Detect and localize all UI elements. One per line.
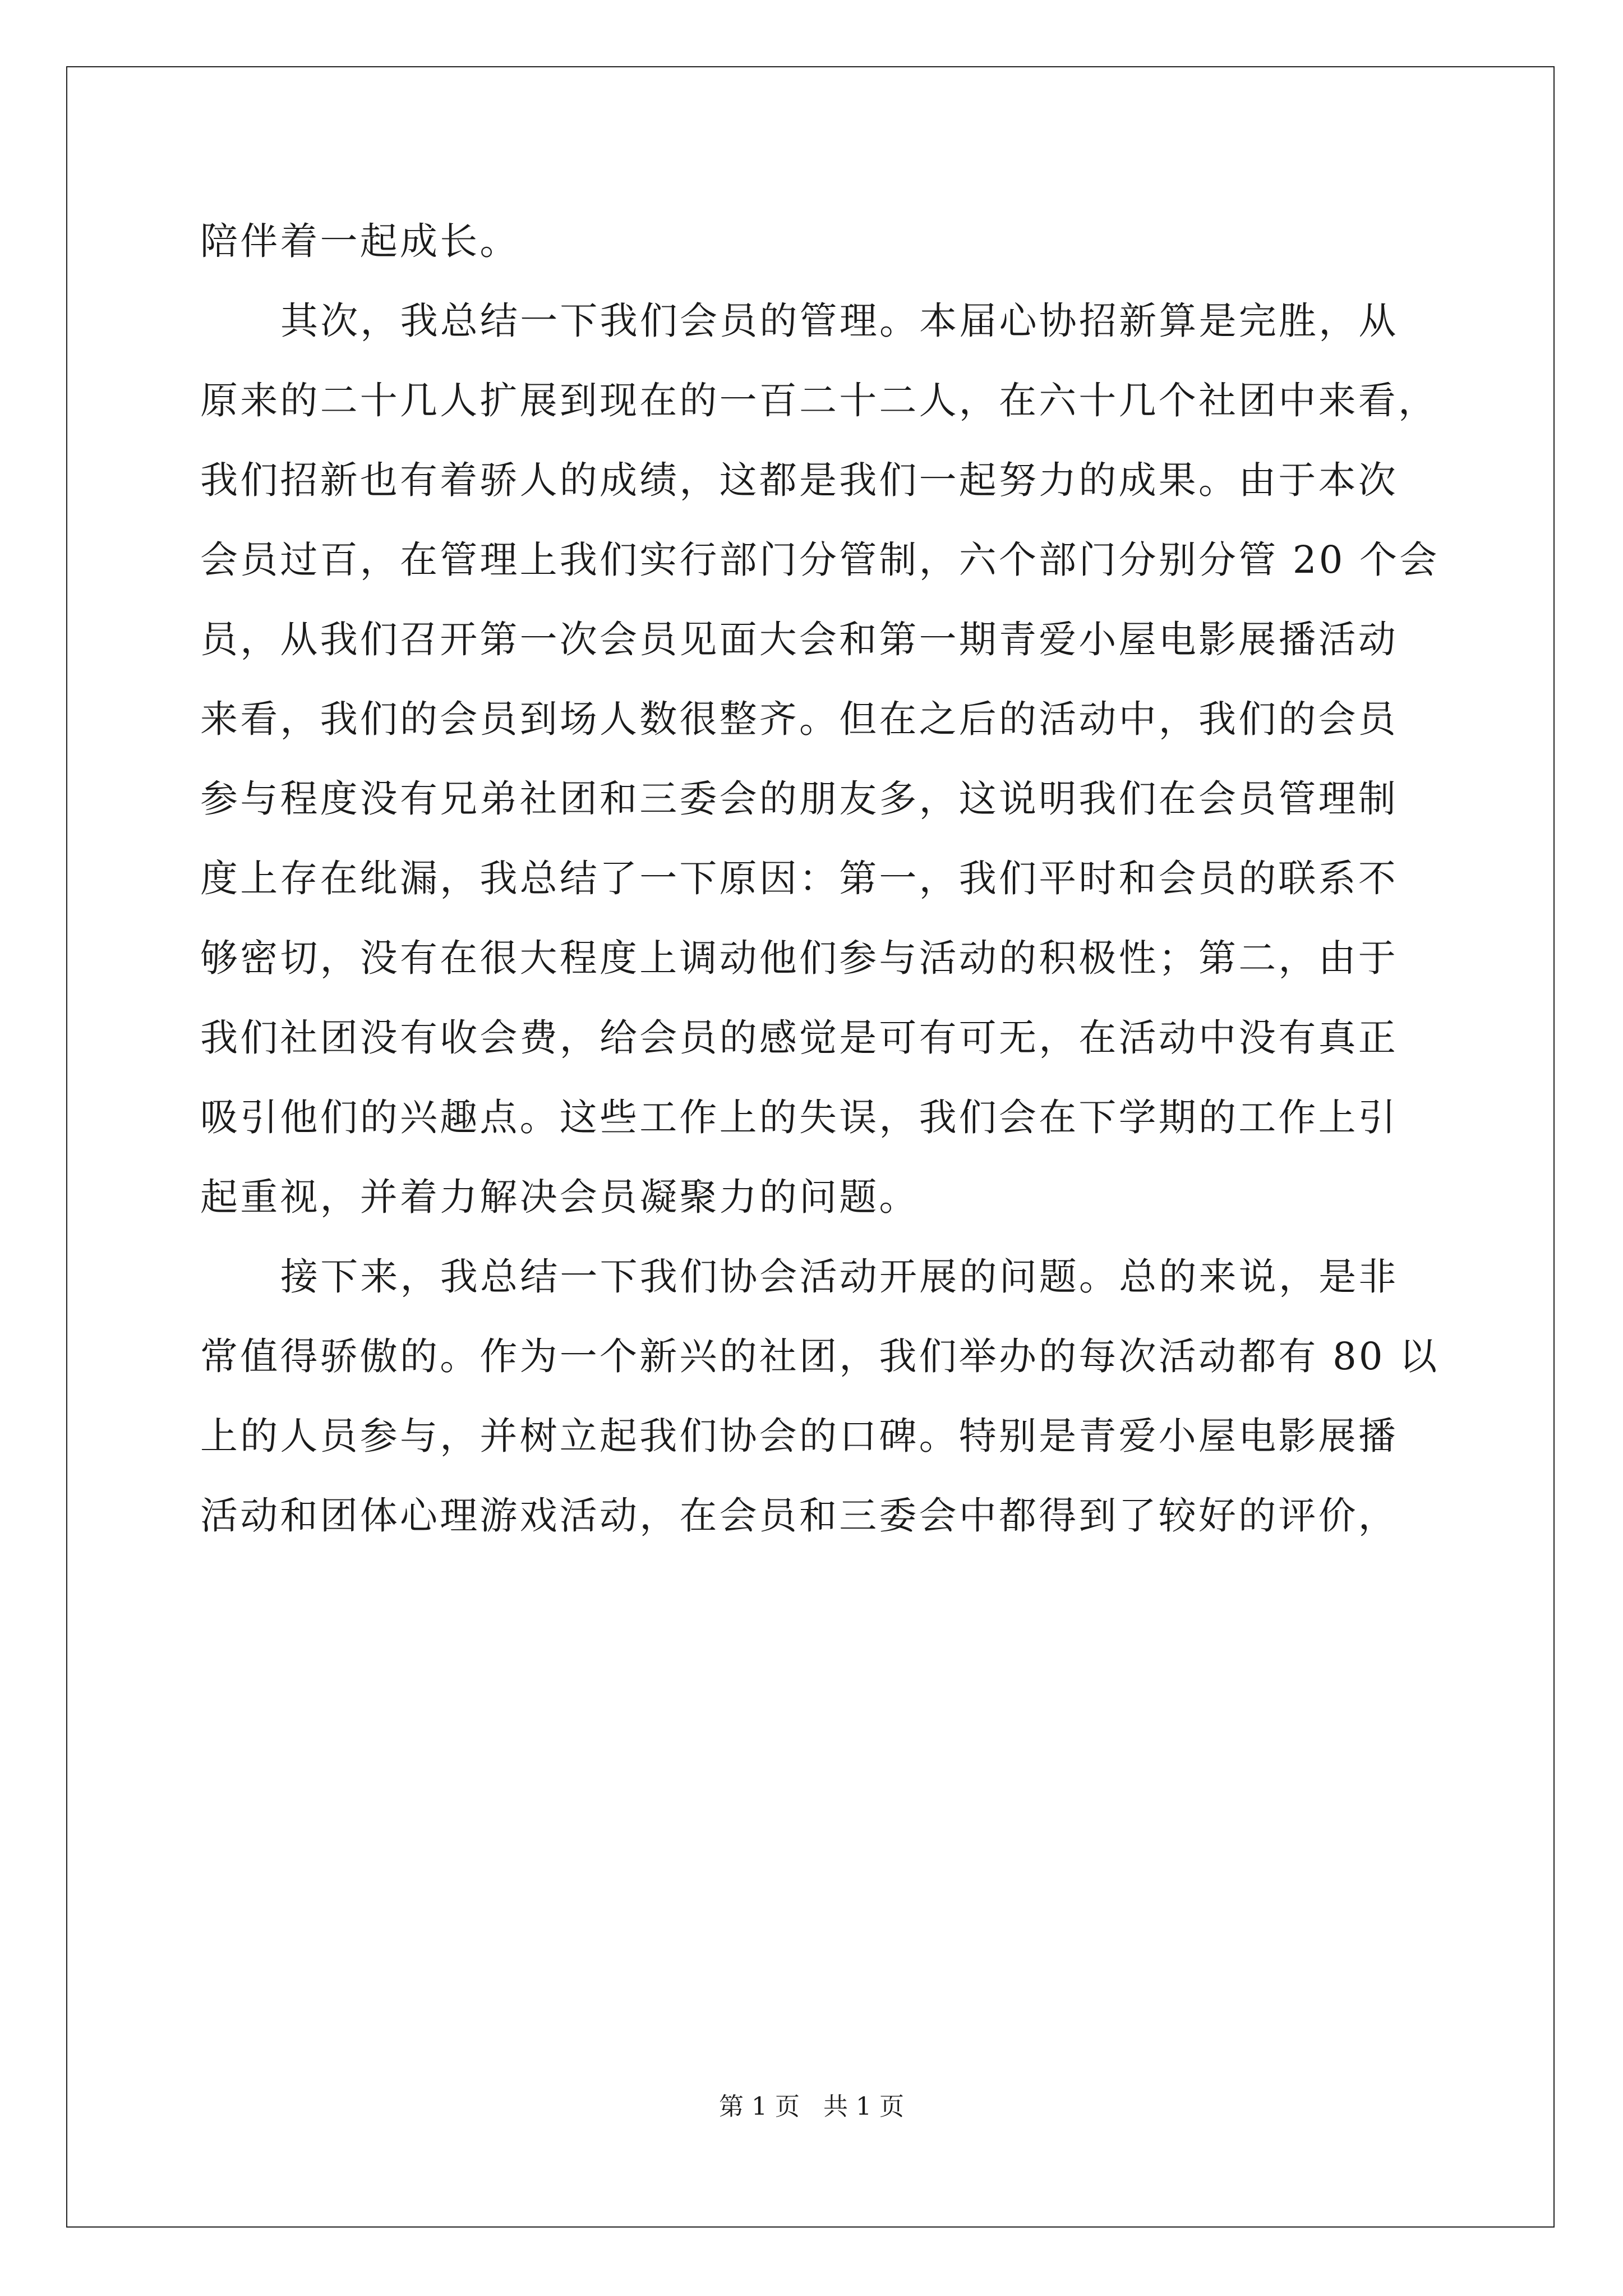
text-line: 活动和团体心理游戏活动，在会员和三委会中都得到了较好的评价，: [200, 1494, 1398, 1538]
text-line: 常值得骄傲的。作为一个新兴的社团，我们举办的每次活动都有 80 以: [200, 1335, 1440, 1378]
text-line: 度上存在纰漏，我总结了一下原因：第一，我们平时和会员的联系不: [200, 857, 1398, 900]
text-line: 员，从我们召开第一次会员见面大会和第一期青爱小屋电影展播活动: [200, 618, 1398, 661]
text-line: 上的人员参与，并树立起我们协会的口碑。特别是青爱小屋电影展播: [200, 1414, 1398, 1458]
text-line: 来看，我们的会员到场人数很整齐。但在之后的活动中，我们的会员: [200, 697, 1398, 741]
text-line: 吸引他们的兴趣点。这些工作上的失误，我们会在下学期的工作上引: [200, 1096, 1398, 1139]
text-line: 我们招新也有着骄人的成绩，这都是我们一起努力的成果。由于本次: [200, 458, 1398, 502]
text-line: 起重视，并着力解决会员凝聚力的问题。: [200, 1175, 919, 1219]
text-line: 原来的二十几人扩展到现在的一百二十二人，在六十几个社团中来看，: [200, 379, 1438, 422]
text-line: 我们社团没有收会费，给会员的感觉是可有可无，在活动中没有真正: [200, 1016, 1398, 1060]
text-line: 够密切，没有在很大程度上调动他们参与活动的积极性；第二，由于: [200, 936, 1398, 980]
text-line: 会员过百，在管理上我们实行部门分管制，六个部门分别分管 20 个会: [200, 538, 1440, 582]
text-line: 陪伴着一起成长。: [200, 219, 520, 263]
text-line: 参与程度没有兄弟社团和三委会的朋友多，这说明我们在会员管理制: [200, 777, 1398, 821]
paragraph-start-line: 其次，我总结一下我们会员的管理。本届心协招新算是完胜，从: [280, 299, 1399, 343]
page-footer: 第 1 页 共 1 页: [719, 2092, 904, 2121]
paragraph-start-line: 接下来，我总结一下我们协会活动开展的问题。总的来说，是非: [280, 1255, 1399, 1299]
